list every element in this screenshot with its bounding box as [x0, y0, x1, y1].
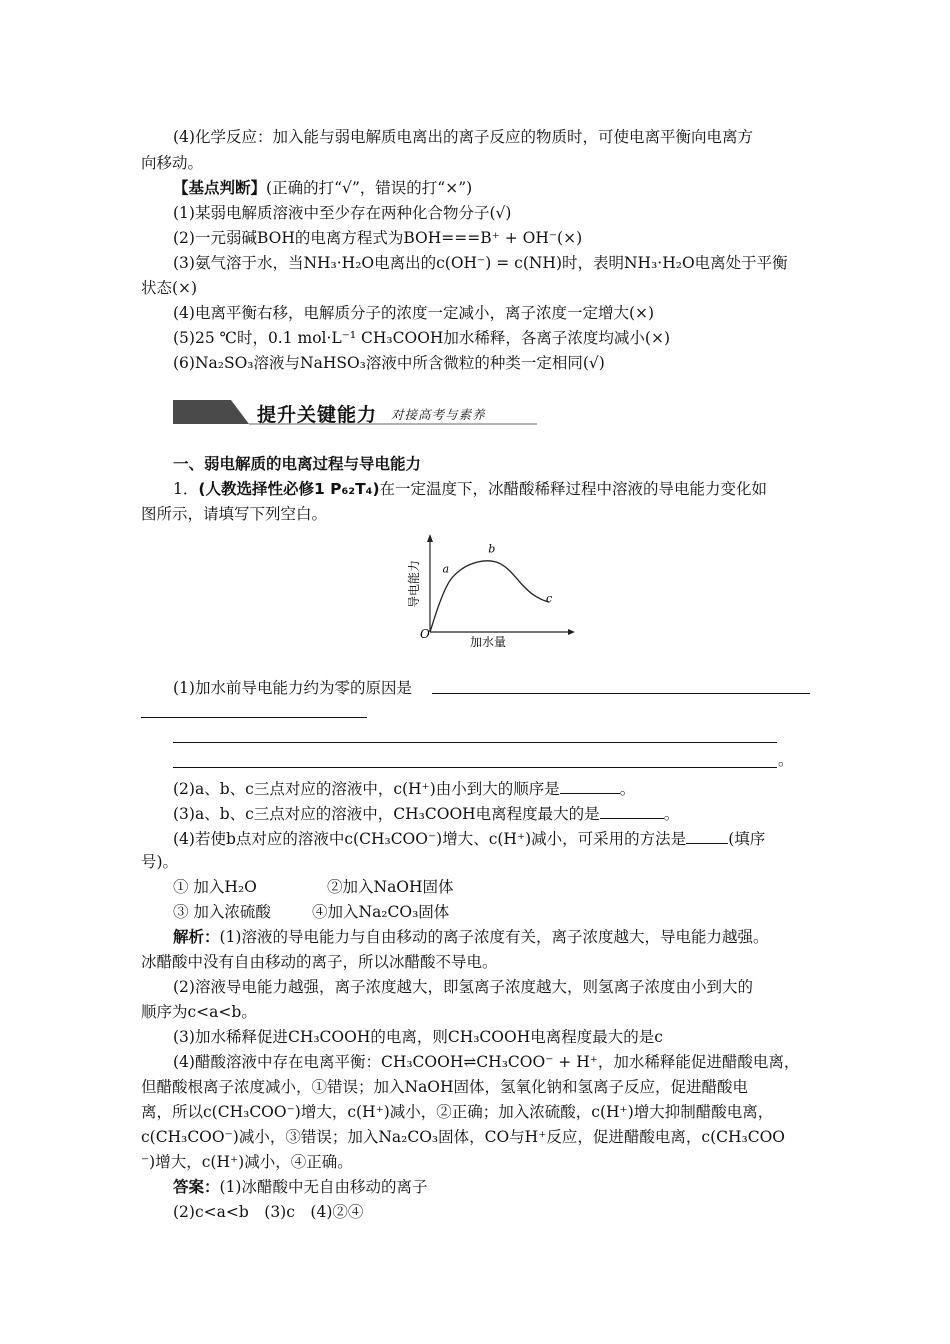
section-banner [173, 398, 537, 428]
analysis-p4-line1: (4)醋酸溶液中存在电离平衡：CH₃COOH⇌CH₃COO⁻ + H⁺，加水稀释能促进醋酸电离， [173, 1053, 800, 1071]
option-2: ②加入NaOH固体 [327, 878, 454, 896]
subquestion-1 [173, 678, 412, 698]
judgement-item: (6)Na₂SO₃溶液与NaHSO₃溶液中所含微粒的种类一定相同(√) [173, 354, 605, 372]
subquestion-2-number: (2) [173, 780, 195, 798]
subquestion-2 [173, 777, 635, 799]
subquestion-4-line2: 号)。 [141, 853, 179, 871]
intro-item4-line2: 向移动。 [141, 154, 204, 172]
analysis-p2-line1: (2)溶液导电能力越强，离子浓度越大，即氢离子浓度越大，则氢离子浓度由小到大的 [173, 978, 753, 996]
judgement-item: (3)氨气溶于水，当NH₃·H₂O电离出的c(OH⁻) = c(NH)时，表明NH₃·H₂O电离处于平衡 [173, 254, 788, 272]
full-stop: 。 [778, 751, 794, 769]
full-stop: 。 [619, 780, 636, 798]
x-axis-label: 加水量 [470, 635, 507, 649]
intro-item4-line1: (4)化学反应：加入能与弱电解质电离出的离子反应的物质时，可使电离平衡向电离方 [173, 128, 753, 146]
option-1: ① 加入H₂O [173, 878, 257, 896]
analysis-p4-line2: 但醋酸根离子浓度减小，①错误；加入NaOH固体，氢氧化钠和氢离子反应，促进醋酸电 [141, 1078, 749, 1096]
option-4: ④加入Na₂CO₃固体 [312, 903, 450, 921]
answer-blank[interactable] [560, 777, 620, 794]
banner-subtitle: 对接高考与素养 [391, 407, 486, 422]
subquestion-4-tail: (填序 [728, 830, 766, 848]
question-1-line2: 图所示，请填写下列空白。 [141, 505, 328, 523]
answer-blank[interactable] [141, 717, 367, 718]
analysis-p4-line4: c(CH₃COO⁻)减小，③错误；加入Na₂CO₃固体，CO与H⁺反应，促进醋酸电离，c(CH₃COO [141, 1128, 785, 1146]
analysis-p4-line5: ⁻)增大，c(H⁺)减小，④正确。 [141, 1153, 353, 1171]
analysis-p2-line2: 顺序为c<a<b。 [141, 1003, 257, 1021]
subquestion-4-text: (4)若使b点对应的溶液中c(CH₃COO⁻)增大、c(H⁺)减小，可采用的方法是 [173, 830, 687, 848]
question-1-line1 [173, 479, 767, 499]
judgement-item: (2)一元弱碱BOH的电离方程式为BOH===B⁺ + OH⁻(×) [173, 229, 583, 247]
banner-title: 提升关键能力 [257, 404, 378, 426]
subquestion-1-text: (1)加水前导电能力约为零的原因是 [173, 679, 412, 697]
y-axis-arrow [427, 534, 433, 542]
subquestion-3-text: (3)a、b、c三点对应的溶液中，CH₃COOH电离程度最大的是 [173, 805, 600, 823]
x-axis-arrow [568, 629, 575, 635]
point-label-a: a [442, 562, 450, 576]
point-label-c: c [546, 591, 553, 605]
answer-blank[interactable] [432, 693, 810, 694]
question-text: 在一定温度下，冰醋酸稀释过程中溶液的导电能力变化如 [379, 480, 768, 498]
point-label-b: b [488, 542, 496, 556]
answer-blank[interactable] [600, 802, 664, 819]
answer-line1 [173, 1177, 427, 1197]
judgement-item: 状态(×) [141, 279, 198, 297]
y-axis-label: 导电能力 [407, 559, 421, 608]
answer-blank[interactable] [173, 767, 777, 768]
judgement-heading-note: (正确的打“√”，错误的打“×”) [266, 179, 473, 197]
analysis-p1-line1 [173, 927, 768, 947]
answer-label: 答案： [173, 1178, 220, 1196]
subquestion-4-line1 [173, 827, 765, 849]
subquestion-2-text: a、b、c三点对应的溶液中，c(H⁺)由小到大的顺序是 [194, 780, 560, 798]
answer-blank[interactable] [686, 827, 728, 844]
judgement-item: (1)某弱电解质溶液中至少存在两种化合物分子(√) [173, 204, 512, 222]
judgement-item: (5)25 ℃时，0.1 mol·L⁻¹ CH₃COOH加水稀释，各离子浓度均减小(×) [173, 329, 671, 347]
question-number: 1． [173, 480, 199, 498]
question-source: (人教选择性必修1 P₆₂T₄) [198, 480, 380, 498]
option-3: ③ 加入浓硫酸 [173, 903, 271, 921]
subquestion-3 [173, 802, 679, 824]
origin-label: O [420, 627, 430, 641]
analysis-p4-line3: 离，所以c(CH₃COO⁻)增大，c(H⁺)减小，②正确；加入浓硫酸，c(H⁺)增大抑制醋酸电离， [141, 1103, 774, 1121]
judgement-heading: 【基点判断】 [173, 179, 267, 197]
conductivity-chart [400, 530, 590, 660]
analysis-p3: (3)加水稀释促进CH₃COOH的电离，则CH₃COOH电离程度最大的是c [173, 1028, 663, 1046]
analysis-label: 解析： [173, 928, 220, 946]
answer-line2: (2)c<a<b (3)c (4)②④ [173, 1203, 364, 1221]
answer-blank[interactable] [173, 742, 777, 743]
full-stop: 。 [663, 805, 680, 823]
analysis-text: (1)溶液的导电能力与自由移动的离子浓度有关，离子浓度越大，导电能力越强。 [219, 928, 769, 946]
judgement-item: (4)电离平衡右移，电解质分子的浓度一定减小，离子浓度一定增大(×) [173, 304, 655, 322]
answer-text: (1)冰醋酸中无自由移动的离子 [219, 1178, 428, 1196]
judgement-heading-row [173, 178, 472, 198]
section-title: 一、弱电解质的电离过程与导电能力 [173, 455, 422, 473]
analysis-p1-line2: 冰醋酸中没有自由移动的离子，所以冰醋酸不导电。 [141, 953, 498, 971]
